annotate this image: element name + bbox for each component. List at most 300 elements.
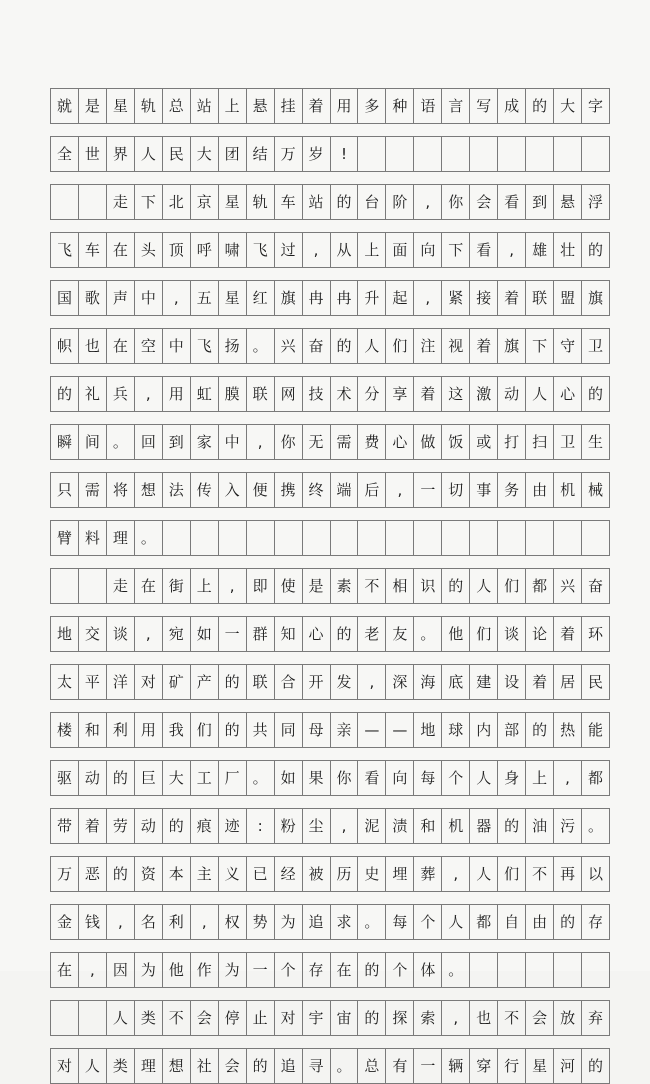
grid-cell: 事: [470, 473, 498, 507]
grid-cell: 到: [526, 185, 554, 219]
grid-cell: 在: [331, 953, 359, 987]
grid-cell: 的: [51, 377, 79, 411]
grid-cell: [51, 185, 79, 219]
grid-cell: 人: [470, 569, 498, 603]
grid-row-wrap: [50, 424, 610, 460]
grid-cell: 轨: [247, 185, 275, 219]
grid-cell: 油: [526, 809, 554, 843]
grid-row: [50, 376, 610, 412]
grid-cell: [414, 521, 442, 555]
grid-cell: 用: [135, 713, 163, 747]
grid-cell: 个: [414, 905, 442, 939]
grid-cell: 宙: [331, 1001, 359, 1035]
grid-cell: 是: [303, 569, 331, 603]
grid-cell: 台: [358, 185, 386, 219]
grid-cell: 言: [442, 89, 470, 123]
grid-row-wrap: [50, 760, 610, 796]
grid-cell: 术: [331, 377, 359, 411]
grid-cell: 存: [303, 953, 331, 987]
grid-row: [50, 760, 610, 796]
grid-cell: 车: [275, 185, 303, 219]
grid-cell: 啸: [219, 233, 247, 267]
grid-cell: 或: [470, 425, 498, 459]
grid-cell: 的: [498, 809, 526, 843]
grid-cell: 你: [275, 425, 303, 459]
grid-row: [50, 952, 610, 988]
grid-cell: 一: [414, 1049, 442, 1083]
grid-cell: 为: [275, 905, 303, 939]
grid-row-wrap: [50, 88, 610, 124]
grid-cell: [275, 521, 303, 555]
grid-cell: 识: [414, 569, 442, 603]
grid-cell: 知: [275, 617, 303, 651]
grid-cell: 谈: [107, 617, 135, 651]
grid-cell: 奋: [303, 329, 331, 363]
grid-cell: 友: [386, 617, 414, 651]
grid-cell: 一: [247, 953, 275, 987]
grid-cell: 看: [470, 233, 498, 267]
grid-cell: 心: [303, 617, 331, 651]
grid-row-wrap: [50, 712, 610, 748]
grid-cell: 是: [79, 89, 107, 123]
grid-cell: 合: [275, 665, 303, 699]
grid-cell: ,: [554, 761, 582, 795]
grid-cell: 回: [135, 425, 163, 459]
grid-cell: 卫: [582, 329, 610, 363]
grid-cell: 联: [247, 377, 275, 411]
grid-cell: 携: [275, 473, 303, 507]
grid-cell: 追: [275, 1049, 303, 1083]
grid-row: [50, 1048, 610, 1084]
grid-cell: 上: [358, 233, 386, 267]
grid-cell: 享: [386, 377, 414, 411]
grid-cell: ,: [414, 185, 442, 219]
grid-cell: 用: [331, 89, 359, 123]
grid-cell: 联: [247, 665, 275, 699]
grid-cell: 卫: [554, 425, 582, 459]
grid-cell: 弃: [582, 1001, 610, 1035]
grid-cell: ,: [79, 953, 107, 987]
grid-cell: 寻: [303, 1049, 331, 1083]
grid-cell: [526, 521, 554, 555]
grid-cell: 即: [247, 569, 275, 603]
grid-cell: 。: [331, 1049, 359, 1083]
grid-cell: 机: [554, 473, 582, 507]
grid-cell: 不: [498, 1001, 526, 1035]
grid-cell: 的: [219, 665, 247, 699]
grid-cell: 会: [526, 1001, 554, 1035]
grid-cell: 旗: [582, 281, 610, 315]
grid-cell: 存: [582, 905, 610, 939]
grid-cell: [526, 137, 554, 171]
grid-cell: 五: [191, 281, 219, 315]
grid-cell: 由: [526, 905, 554, 939]
grid-cell: 分: [358, 377, 386, 411]
grid-row: [50, 328, 610, 364]
grid-cell: 索: [414, 1001, 442, 1035]
grid-cell: 历: [331, 857, 359, 891]
grid-cell: [358, 137, 386, 171]
grid-cell: 人: [470, 857, 498, 891]
grid-cell: 为: [219, 953, 247, 987]
grid-cell: 动: [498, 377, 526, 411]
grid-cell: 械: [582, 473, 610, 507]
grid-cell: ,: [358, 665, 386, 699]
grid-cell: 动: [79, 761, 107, 795]
grid-cell: 需: [79, 473, 107, 507]
grid-cell: 粉: [275, 809, 303, 843]
grid-cell: 底: [442, 665, 470, 699]
grid-cell: [582, 953, 610, 987]
composition-grid: [50, 88, 610, 1084]
grid-cell: 金: [51, 905, 79, 939]
grid-cell: [386, 137, 414, 171]
grid-cell: [582, 137, 610, 171]
grid-cell: 环: [582, 617, 610, 651]
grid-cell: 恶: [79, 857, 107, 891]
grid-row-wrap: [50, 856, 610, 892]
grid-cell: 呼: [191, 233, 219, 267]
grid-cell: 着: [414, 377, 442, 411]
grid-row-wrap: [50, 520, 610, 556]
grid-cell: 无: [303, 425, 331, 459]
grid-row-wrap: [50, 280, 610, 316]
grid-cell: 迹: [219, 809, 247, 843]
grid-cell: 宛: [163, 617, 191, 651]
grid-cell: 的: [163, 809, 191, 843]
grid-cell: 动: [135, 809, 163, 843]
grid-cell: 悬: [554, 185, 582, 219]
grid-cell: 同: [275, 713, 303, 747]
grid-cell: [386, 521, 414, 555]
grid-cell: 上: [526, 761, 554, 795]
grid-cell: 的: [331, 617, 359, 651]
grid-cell: 礼: [79, 377, 107, 411]
grid-cell: 发: [331, 665, 359, 699]
grid-cell: 上: [219, 89, 247, 123]
grid-cell: 看: [358, 761, 386, 795]
grid-cell: 以: [582, 857, 610, 891]
grid-cell: 冉: [303, 281, 331, 315]
grid-cell: ,: [442, 1001, 470, 1035]
grid-cell: 从: [331, 233, 359, 267]
grid-cell: 务: [498, 473, 526, 507]
grid-cell: 类: [107, 1049, 135, 1083]
grid-cell: 料: [79, 521, 107, 555]
grid-cell: 如: [275, 761, 303, 795]
grid-cell: 史: [358, 857, 386, 891]
grid-cell: 过: [275, 233, 303, 267]
grid-row: [50, 136, 610, 172]
grid-cell: 母: [303, 713, 331, 747]
grid-cell: 饭: [442, 425, 470, 459]
grid-cell: 万: [275, 137, 303, 171]
grid-cell: [219, 521, 247, 555]
grid-cell: 。: [442, 953, 470, 987]
grid-cell: 万: [51, 857, 79, 891]
grid-cell: 个: [275, 953, 303, 987]
grid-cell: 着: [470, 329, 498, 363]
grid-cell: [331, 521, 359, 555]
grid-cell: 帜: [51, 329, 79, 363]
grid-cell: 渍: [386, 809, 414, 843]
grid-cell: 都: [582, 761, 610, 795]
grid-cell: 入: [219, 473, 247, 507]
grid-cell: ,: [219, 569, 247, 603]
grid-cell: 不: [526, 857, 554, 891]
grid-cell: 义: [219, 857, 247, 891]
grid-cell: 升: [358, 281, 386, 315]
grid-cell: 走: [107, 185, 135, 219]
grid-cell: 旗: [275, 281, 303, 315]
grid-cell: 激: [470, 377, 498, 411]
grid-cell: 国: [51, 281, 79, 315]
grid-cell: 联: [526, 281, 554, 315]
grid-cell: 想: [163, 1049, 191, 1083]
grid-cell: 向: [414, 233, 442, 267]
grid-cell: 在: [135, 569, 163, 603]
grid-cell: 部: [498, 713, 526, 747]
grid-cell: 车: [79, 233, 107, 267]
grid-cell: 扫: [526, 425, 554, 459]
grid-cell: 也: [470, 1001, 498, 1035]
grid-row: [50, 568, 610, 604]
grid-cell: 接: [470, 281, 498, 315]
grid-row: [50, 712, 610, 748]
grid-cell: 对: [275, 1001, 303, 1035]
grid-cell: 驱: [51, 761, 79, 795]
grid-cell: ,: [247, 425, 275, 459]
grid-cell: :: [247, 809, 275, 843]
grid-cell: 也: [79, 329, 107, 363]
grid-cell: [554, 137, 582, 171]
grid-cell: 们: [470, 617, 498, 651]
grid-cell: 大: [191, 137, 219, 171]
grid-row-wrap: [50, 136, 610, 172]
grid-cell: 站: [191, 89, 219, 123]
grid-cell: ,: [163, 281, 191, 315]
grid-cell: 尘: [303, 809, 331, 843]
grid-row: [50, 856, 610, 892]
grid-cell: 有: [386, 1049, 414, 1083]
grid-cell: 们: [386, 329, 414, 363]
grid-cell: 群: [247, 617, 275, 651]
grid-row: [50, 232, 610, 268]
grid-cell: 人: [135, 137, 163, 171]
grid-cell: 钱: [79, 905, 107, 939]
grid-row-wrap: [50, 184, 610, 220]
grid-cell: 心: [554, 377, 582, 411]
grid-cell: 海: [414, 665, 442, 699]
grid-cell: 飞: [51, 233, 79, 267]
grid-cell: 传: [191, 473, 219, 507]
grid-cell: 生: [582, 425, 610, 459]
grid-row-wrap: [50, 904, 610, 940]
grid-row: [50, 616, 610, 652]
grid-cell: 全: [51, 137, 79, 171]
grid-cell: 中: [135, 281, 163, 315]
grid-cell: 守: [554, 329, 582, 363]
grid-cell: [247, 521, 275, 555]
grid-cell: 民: [582, 665, 610, 699]
grid-cell: 谈: [498, 617, 526, 651]
grid-row-wrap: [50, 1000, 610, 1036]
grid-cell: 交: [79, 617, 107, 651]
grid-cell: 会: [191, 1001, 219, 1035]
grid-cell: 虹: [191, 377, 219, 411]
grid-cell: 在: [51, 953, 79, 987]
grid-cell: 终: [303, 473, 331, 507]
grid-cell: 兴: [275, 329, 303, 363]
grid-row-wrap: [50, 1048, 610, 1084]
grid-cell: 人: [526, 377, 554, 411]
grid-cell: 势: [247, 905, 275, 939]
grid-cell: 扬: [219, 329, 247, 363]
grid-cell: 会: [470, 185, 498, 219]
grid-cell: 冉: [331, 281, 359, 315]
grid-cell: 洋: [107, 665, 135, 699]
grid-cell: 人: [79, 1049, 107, 1083]
grid-cell: 挂: [275, 89, 303, 123]
grid-cell: 成: [498, 89, 526, 123]
grid-cell: 自: [498, 905, 526, 939]
grid-cell: 飞: [191, 329, 219, 363]
grid-cell: 阶: [386, 185, 414, 219]
grid-cell: 只: [51, 473, 79, 507]
grid-cell: ,: [107, 905, 135, 939]
grid-cell: 器: [470, 809, 498, 843]
grid-cell: [191, 521, 219, 555]
grid-cell: 北: [163, 185, 191, 219]
grid-cell: 臂: [51, 521, 79, 555]
grid-cell: 奋: [582, 569, 610, 603]
grid-cell: 一: [414, 473, 442, 507]
grid-cell: 人: [442, 905, 470, 939]
grid-cell: [470, 521, 498, 555]
grid-cell: 的: [107, 857, 135, 891]
grid-cell: 。: [135, 521, 163, 555]
grid-cell: 走: [107, 569, 135, 603]
grid-row-wrap: [50, 472, 610, 508]
grid-cell: 葬: [414, 857, 442, 891]
grid-cell: 到: [163, 425, 191, 459]
grid-cell: 球: [442, 713, 470, 747]
grid-cell: 浮: [582, 185, 610, 219]
grid-row-wrap: [50, 376, 610, 412]
grid-cell: 巨: [135, 761, 163, 795]
grid-cell: 体: [414, 953, 442, 987]
grid-cell: 地: [414, 713, 442, 747]
grid-cell: 的: [358, 1001, 386, 1035]
grid-row: [50, 472, 610, 508]
grid-cell: 的: [554, 905, 582, 939]
grid-cell: 飞: [247, 233, 275, 267]
grid-cell: 星: [107, 89, 135, 123]
grid-cell: 追: [303, 905, 331, 939]
grid-cell: 被: [303, 857, 331, 891]
grid-cell: —: [386, 713, 414, 747]
grid-cell: 污: [554, 809, 582, 843]
grid-cell: 起: [386, 281, 414, 315]
grid-cell: 类: [135, 1001, 163, 1035]
grid-cell: 大: [554, 89, 582, 123]
grid-row-wrap: [50, 616, 610, 652]
grid-cell: 的: [247, 1049, 275, 1083]
grid-cell: 星: [526, 1049, 554, 1083]
grid-cell: [526, 953, 554, 987]
grid-cell: ,: [303, 233, 331, 267]
grid-cell: 团: [219, 137, 247, 171]
grid-cell: 停: [219, 1001, 247, 1035]
grid-cell: 。: [247, 329, 275, 363]
grid-cell: 利: [163, 905, 191, 939]
grid-cell: 的: [331, 329, 359, 363]
grid-cell: 对: [51, 1049, 79, 1083]
grid-cell: [554, 521, 582, 555]
grid-cell: [163, 521, 191, 555]
grid-cell: 设: [498, 665, 526, 699]
grid-cell: 将: [107, 473, 135, 507]
grid-cell: 着: [498, 281, 526, 315]
grid-cell: 果: [303, 761, 331, 795]
grid-cell: !: [331, 137, 359, 171]
grid-cell: 不: [358, 569, 386, 603]
grid-cell: 心: [386, 425, 414, 459]
grid-cell: 由: [526, 473, 554, 507]
grid-cell: 种: [386, 89, 414, 123]
grid-cell: 不: [163, 1001, 191, 1035]
grid-cell: 太: [51, 665, 79, 699]
grid-cell: 京: [191, 185, 219, 219]
grid-cell: [582, 521, 610, 555]
grid-cell: 声: [107, 281, 135, 315]
grid-row-wrap: [50, 568, 610, 604]
grid-cell: 的: [358, 953, 386, 987]
grid-cell: 上: [191, 569, 219, 603]
grid-row-wrap: [50, 664, 610, 700]
grid-cell: 劳: [107, 809, 135, 843]
grid-cell: 个: [386, 953, 414, 987]
grid-cell: [79, 569, 107, 603]
grid-cell: 旗: [498, 329, 526, 363]
grid-cell: ,: [331, 809, 359, 843]
grid-cell: [79, 1001, 107, 1035]
grid-cell: 老: [358, 617, 386, 651]
grid-cell: 都: [470, 905, 498, 939]
grid-cell: 歌: [79, 281, 107, 315]
grid-row-wrap: [50, 952, 610, 988]
grid-row: [50, 88, 610, 124]
grid-cell: 共: [247, 713, 275, 747]
grid-cell: 字: [582, 89, 610, 123]
grid-cell: 每: [414, 761, 442, 795]
grid-cell: 经: [275, 857, 303, 891]
grid-cell: 着: [79, 809, 107, 843]
grid-cell: 痕: [191, 809, 219, 843]
grid-cell: [442, 521, 470, 555]
grid-cell: 你: [331, 761, 359, 795]
grid-cell: —: [358, 713, 386, 747]
grid-cell: 和: [414, 809, 442, 843]
grid-cell: 的: [526, 713, 554, 747]
grid-cell: [303, 521, 331, 555]
grid-cell: 就: [51, 89, 79, 123]
grid-cell: 便: [247, 473, 275, 507]
grid-cell: 理: [135, 1049, 163, 1083]
grid-cell: 的: [582, 233, 610, 267]
grid-cell: 能: [582, 713, 610, 747]
grid-cell: 人: [358, 329, 386, 363]
